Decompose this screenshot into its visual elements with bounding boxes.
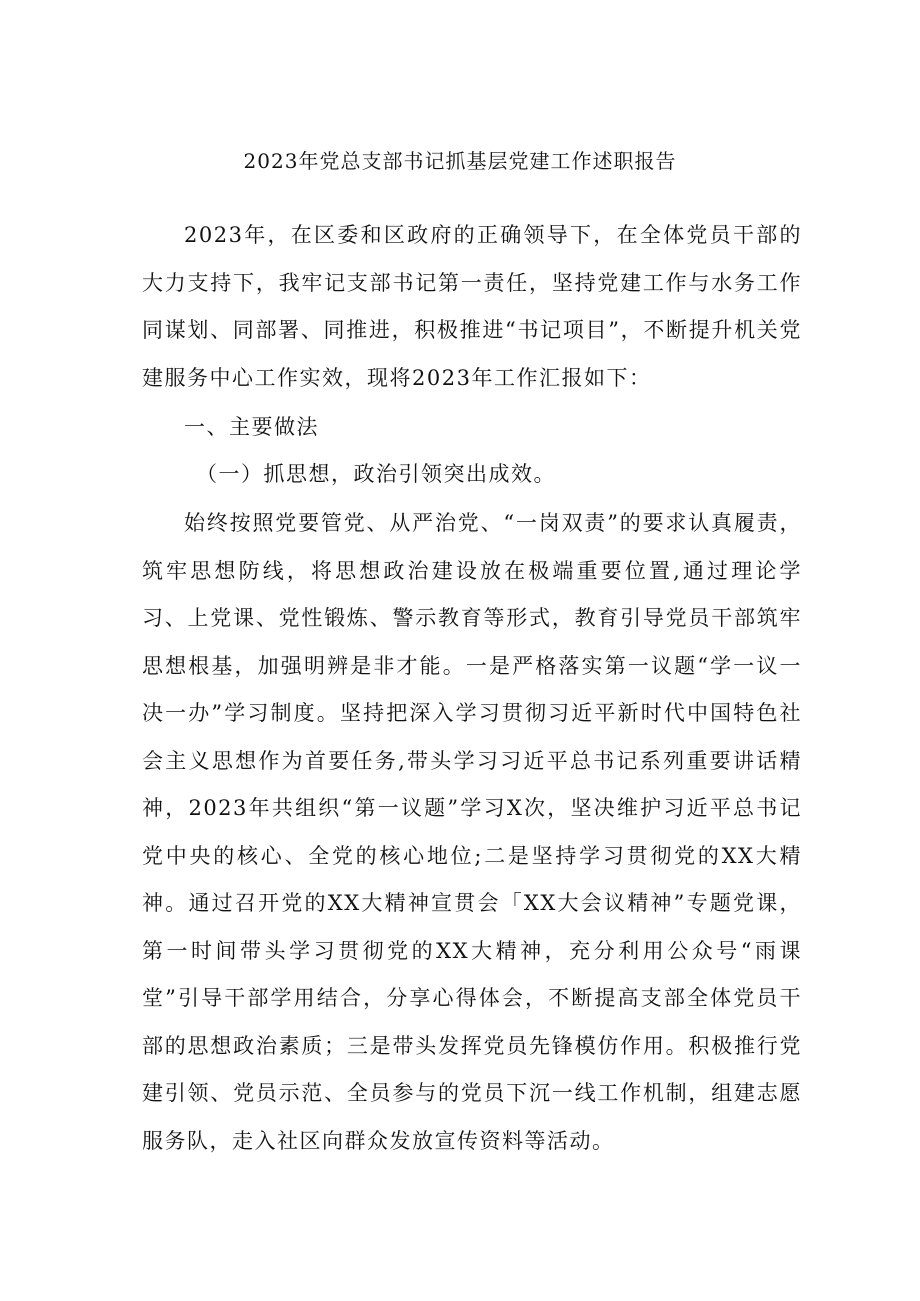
intro-paragraph: 2023年，在区委和区政府的正确领导下，在全体党员干部的大力支持下，我牢记支部书记第一责任，坚持党建工作与水务工作同谋划、同部署、同推进，积极推进“书记项目”，不断提升机关党建服务中心工作实效，现将2023年工作汇报如下：	[142, 223, 802, 390]
body-paragraph: 始终按照党要管党、从严治党、“一岗双责”的要求认真履责，筑牢思想防线，将思想政治建设放在极端重要位置,通过理论学习、上党课、党性锻炼、警示教育等形式，教育引导党员干部筑牢思想根基，加强明辨是非才能。一是严格落实第一议题“学一议一决一办”学习制度。坚持把深入学习贯彻习近平新时代中国特色社会主义思想作为首要任务,带头学习习近平总书记系列重要讲话精神，2023年共组织“第一议题”学习X次，坚决维护习近平总书记党中央的核心、全党的核心地位;二是坚持学习贯彻党的XX大精神。通过召开党的XX大精神宣贯会「XX大会议精神”专题党课，第一时间带头学习贯彻党的XX大精神，充分利用公众号“雨课堂”引导干部学用结合，分享心得体会，不断提高支部全体党员干部的思想政治素质；三是带头发挥党员先锋模仿作用。积极推行党建引领、党员示范、全员参与的党员下沉一线工作机制，组建志愿服务队，走入社区向群众发放宣传资料等活动。	[142, 511, 802, 1153]
subsection-heading: （一）抓思想，政治引领突出成效。	[196, 462, 556, 486]
document-title: 2023年党总支部书记抓基层党建工作述职报告	[243, 149, 677, 173]
section-heading: 一、主要做法	[184, 415, 319, 439]
